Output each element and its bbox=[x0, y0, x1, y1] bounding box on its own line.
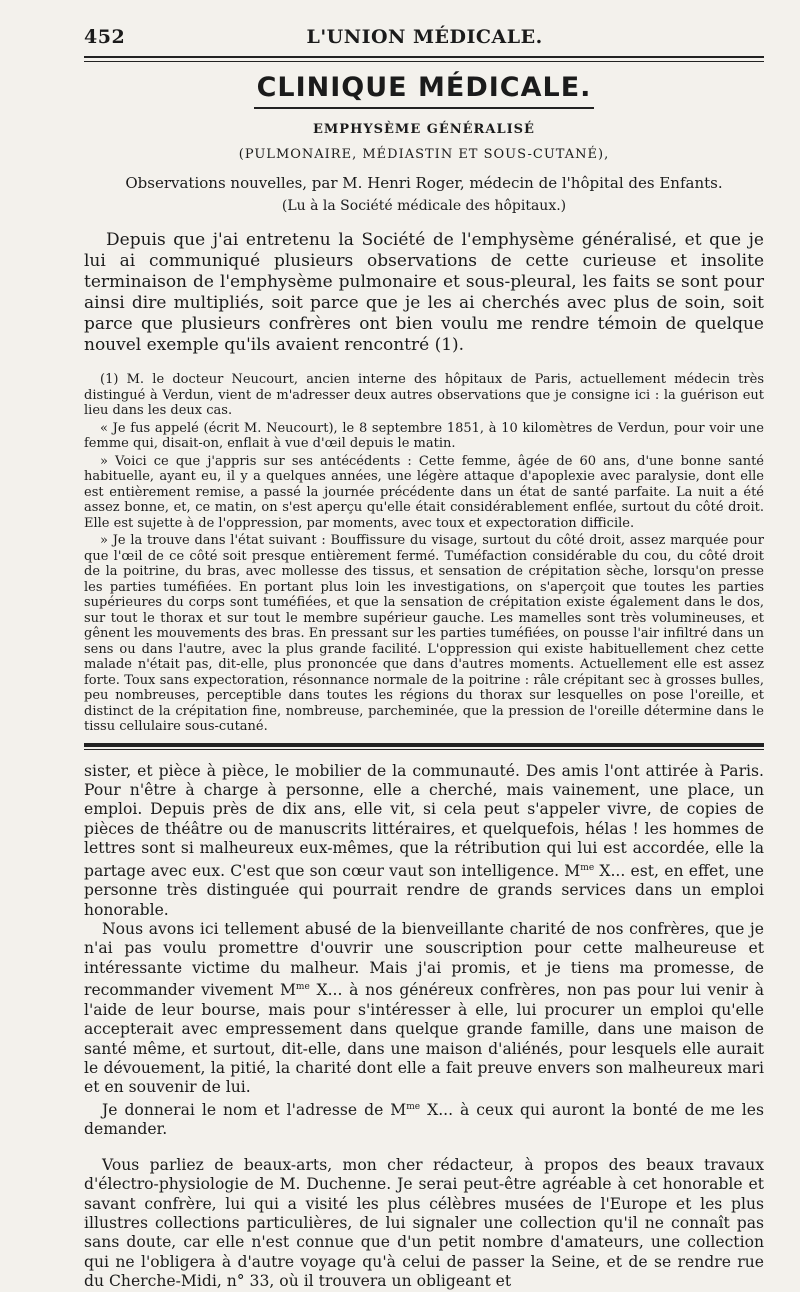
article-read-note: (Lu à la Société médicale des hôpitaux.) bbox=[281, 198, 567, 214]
section-title: CLINIQUE MÉDICALE. bbox=[256, 72, 592, 103]
feuilleton-paragraph bbox=[84, 762, 764, 920]
text-run: X... à ceux qui auront la bonté de me les demander. bbox=[84, 1100, 764, 1139]
feuilleton-paragraph bbox=[84, 920, 764, 1098]
page-number: 452 bbox=[84, 26, 126, 48]
article-subtitle: (PULMONAIRE, MÉDIASTIN ET SOUS-CUTANÉ), bbox=[238, 147, 610, 162]
feuilleton-paragraph bbox=[84, 1098, 764, 1140]
feuilleton-text bbox=[84, 762, 764, 1292]
superscript: me bbox=[295, 982, 310, 993]
article-intro: Depuis que j'ai entretenu la Société de l'emphysème généralisé, et que je lui ai communiqué plusieurs observations de cette curieuse et insolite terminaison de l'emphysème pulmonaire et sous-pleural, les faits se sont pour ainsi dire multipliés, soit parce que je les ai cherchés avec plus de soin, soit parce que plusieurs confrères ont bien voulu me rendre témoin de quelque nouvel exemple qu'ils avaient rencontré (1). bbox=[84, 230, 764, 355]
text-run: sister, et pièce à pièce, le mobilier de la communauté. Des amis l'ont attirée à Paris. Pour n'être à charge à personne, elle a cherché, mais vainement, une place, un emploi. Depuis près de dix ans, elle vit, si cela peut s'appeler vivre, de copies de pièces de théâtre ou de manuscrits littéraires, et quelquefois, hélas ! les hommes de lettres sont si malheureux eux-mêmes, que la rétribution qui lui est accordée, elle la partage avec eux. C'est que son cœur vaut son intelligence. M bbox=[84, 761, 764, 880]
running-header bbox=[84, 26, 764, 48]
section-rule bbox=[254, 107, 594, 109]
footnote-paragraph: » Voici ce que j'appris sur ses antécédents : Cette femme, âgée de 60 ans, d'une bonne santé habituelle, ayant eu, il y a quelques années, une légère attaque d'apoplexie avec paralysie, dont elle est entièrement remise, a passé la journée précédente dans un état de santé parfaite. La nuit a été assez bonne, et, ce matin, on s'est aperçu qu'elle était considérablement enflée, surtout du côté droit. Elle est sujette à de l'oppression, par moments, avec toux et expectoration difficile. bbox=[84, 453, 764, 531]
footnote-paragraph: » Je la trouve dans l'état suivant : Bouffissure du visage, surtout du côté droit, assez marquée pour que l'œil de ce côté soit presque entièrement fermé. Tuméfaction considérable du cou, du côté droit de la poitrine, du bras, avec mollesse des tissus, et sensation de crépitation sèche, lorsqu'on presse les parties tuméfiées. En portant plus loin les investigations, on s'aperçoit que toutes les parties supérieures du corps sont tuméfiées, et que la sensation de crépitation existe également dans le dos, sur tout le thorax et sur tout le membre supérieur gauche. Les mamelles sont très volumineuses, et gênent les mouvements des bras. En pressant sur les parties tuméfiées, on pousse l'air infiltré dans un sens ou dans l'autre, avec la plus grande facilité. L'oppression qui existe habituellement chez cette malade n'était pas, dit-elle, plus prononcée que dans d'autres moments. Actuellement elle est assez forte. Toux sans expectoration, résonnance normale de la poitrine : râle crépitant sec à grosses bulles, peu nombreuses, perceptible dans toutes les régions du thorax sur lesquelles on pose l'oreille, et distinct de la crépitation fine, nombreuse, parcheminée, que la pression de l'oreille détermine dans le tissu cellulaire sous-cutané. bbox=[84, 533, 764, 734]
journal-title: L'UNION MÉDICALE. bbox=[306, 26, 543, 48]
text-run: X... est, en effet, une personne très distinguée qui pourrait rendre de grands services dans un emploi honorable. bbox=[84, 861, 764, 919]
footnote-block bbox=[84, 372, 764, 735]
superscript: me bbox=[580, 862, 595, 873]
footnote-paragraph: « Je fus appelé (écrit M. Neucourt), le 8 septembre 1851, à 10 kilomètres de Verdun, pour voir une femme qui, disait-on, enflait à vue d'œil depuis le matin. bbox=[84, 420, 764, 451]
text-run: Nous avons ici tellement abusé de la bienveillante charité de nos confrères, que je n'ai pas voulu promettre d'ouvrir une souscription pour cette malheureuse et intéressante victime du malheur. Mais j'ai promis, et je tiens ma promesse, de recommander vivement M bbox=[84, 919, 764, 1000]
feuilleton-paragraph: Vous parliez de beaux-arts, mon cher rédacteur, à propos des beaux travaux d'électro-physiologie de M. Duchenne. Je serai peut-être agréable à cet honorable et savant confrère, lui qui a visité les plus célèbres musées de l'Europe et les plus illustres collections particulières, de lui signaler une collection qu'il ne connaît pas sans doute, car elle n'est connue que d'un petit nombre d'amateurs, une collection qui ne l'obligera à d'autre voyage qu'à celui de passer la Seine, et de se rendre rue du Cherche-Midi, n° 33, où il trouvera un obligeant et bbox=[84, 1155, 764, 1291]
superscript: me bbox=[406, 1101, 421, 1112]
footnote-paragraph: (1) M. le docteur Neucourt, ancien interne des hôpitaux de Paris, actuellement médecin très distingué à Verdun, vient de m'adresser deux autres observations que je consigne ici : la guérison eut lieu dans les deux cas. bbox=[84, 372, 764, 418]
text-run: Je donnerai le nom et l'adresse de M bbox=[102, 1100, 407, 1119]
article-title: EMPHYSÈME GÉNÉRALISÉ bbox=[313, 122, 535, 137]
text-run: X... à nos généreux confrères, non pas pour lui venir à l'aide de leur bourse, mais pour s'intéresser à elle, lui procurer un emploi qu'elle accepterait avec empressement dans quelque grande famille, dans une maison de santé même, et surtout, dit-elle, dans une maison d'aliénés, pour lesquels elle aurait le dévouement, la pitié, la charité dont elle a fait preuve envers son malheureux mari et en souvenir de lui. bbox=[84, 981, 764, 1097]
feuilleton-rule bbox=[84, 743, 764, 750]
article-byline: Observations nouvelles, par M. Henri Roger, médecin de l'hôpital des Enfants. bbox=[125, 174, 723, 192]
header-rule bbox=[84, 56, 764, 62]
